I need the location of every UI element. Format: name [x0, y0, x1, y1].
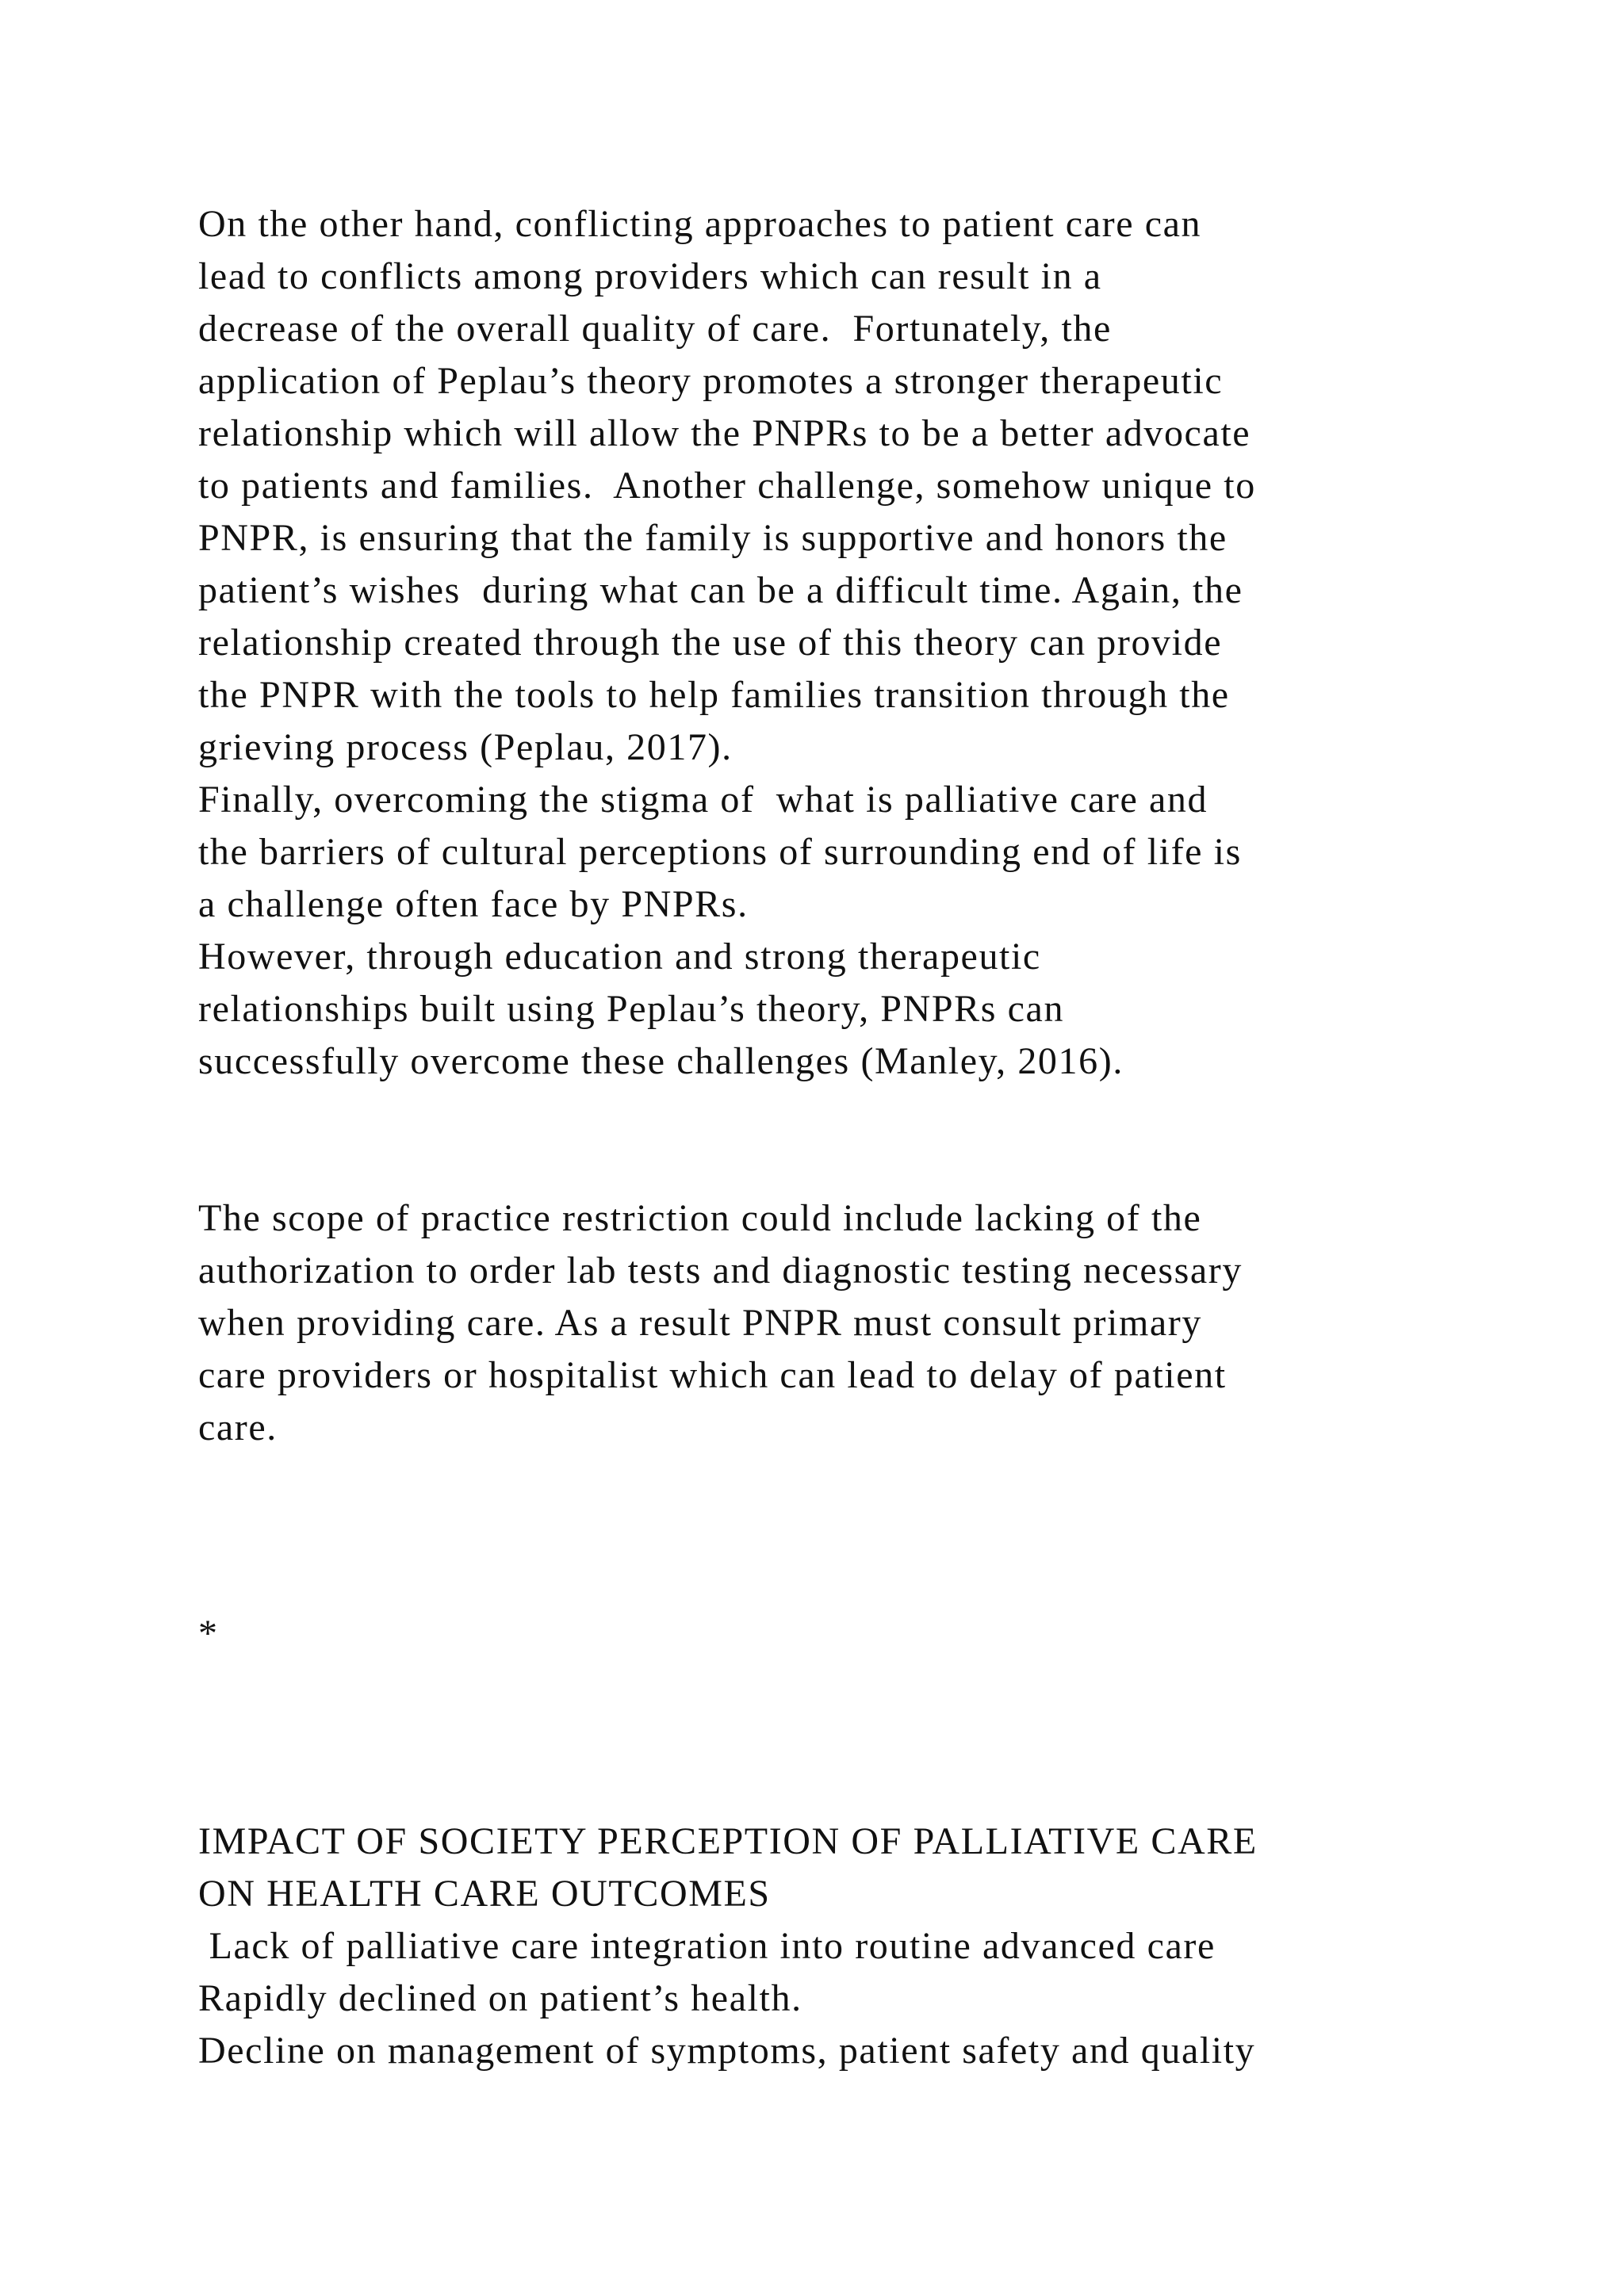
text-line: the PNPR with the tools to help families transition through the: [198, 674, 1230, 716]
text-line: to patients and families. Another challenge, somehow unique to: [198, 465, 1256, 507]
text-line: Finally, overcoming the stigma of what is palliative care and: [198, 779, 1208, 821]
text-line: grieving process (Peplau, 2017).: [198, 726, 733, 768]
text-line: PNPR, is ensuring that the family is supportive and honors the: [198, 517, 1228, 559]
list-item: Lack of palliative care integration into routine advanced care: [198, 1925, 1216, 1967]
text-line: when providing care. As a result PNPR must consult primary: [198, 1302, 1202, 1344]
text-line: patient’s wishes during what can be a difficult time. Again, the: [198, 569, 1243, 611]
heading-line: ON HEALTH CARE OUTCOMES: [198, 1873, 771, 1915]
separator-asterisk: *: [198, 1613, 219, 1655]
text-line: The scope of practice restriction could include lacking of the: [198, 1197, 1202, 1239]
text-line: authorization to order lab tests and diagnostic testing necessary: [198, 1249, 1243, 1292]
text-line: lead to conflicts among providers which can result in a: [198, 255, 1102, 297]
text-line: care.: [198, 1406, 278, 1448]
text-line: care providers or hospitalist which can lead to delay of patient: [198, 1354, 1227, 1396]
list-item: Rapidly declined on patient’s health.: [198, 1977, 802, 2019]
text-line: relationship which will allow the PNPRs to be a better advocate: [198, 412, 1251, 454]
text-line: the barriers of cultural perceptions of surrounding end of life is: [198, 831, 1242, 873]
text-line: relationships built using Peplau’s theory, PNPRs can: [198, 988, 1065, 1030]
list-item: Decline on management of symptoms, patient safety and quality: [198, 2030, 1256, 2072]
heading-line: IMPACT OF SOCIETY PERCEPTION OF PALLIATIVE CARE: [198, 1820, 1258, 1862]
text-line: a challenge often face by PNPRs.: [198, 883, 749, 925]
text-line: relationship created through the use of this theory can provide: [198, 622, 1223, 664]
text-line: decrease of the overall quality of care. Fortunately, the: [198, 308, 1112, 350]
text-line: application of Peplau’s theory promotes a stronger therapeutic: [198, 360, 1224, 402]
text-line: On the other hand, conflicting approaches to patient care can: [198, 203, 1202, 245]
text-line: successfully overcome these challenges (Manley, 2016).: [198, 1040, 1124, 1082]
text-line: However, through education and strong therapeutic: [198, 936, 1041, 978]
